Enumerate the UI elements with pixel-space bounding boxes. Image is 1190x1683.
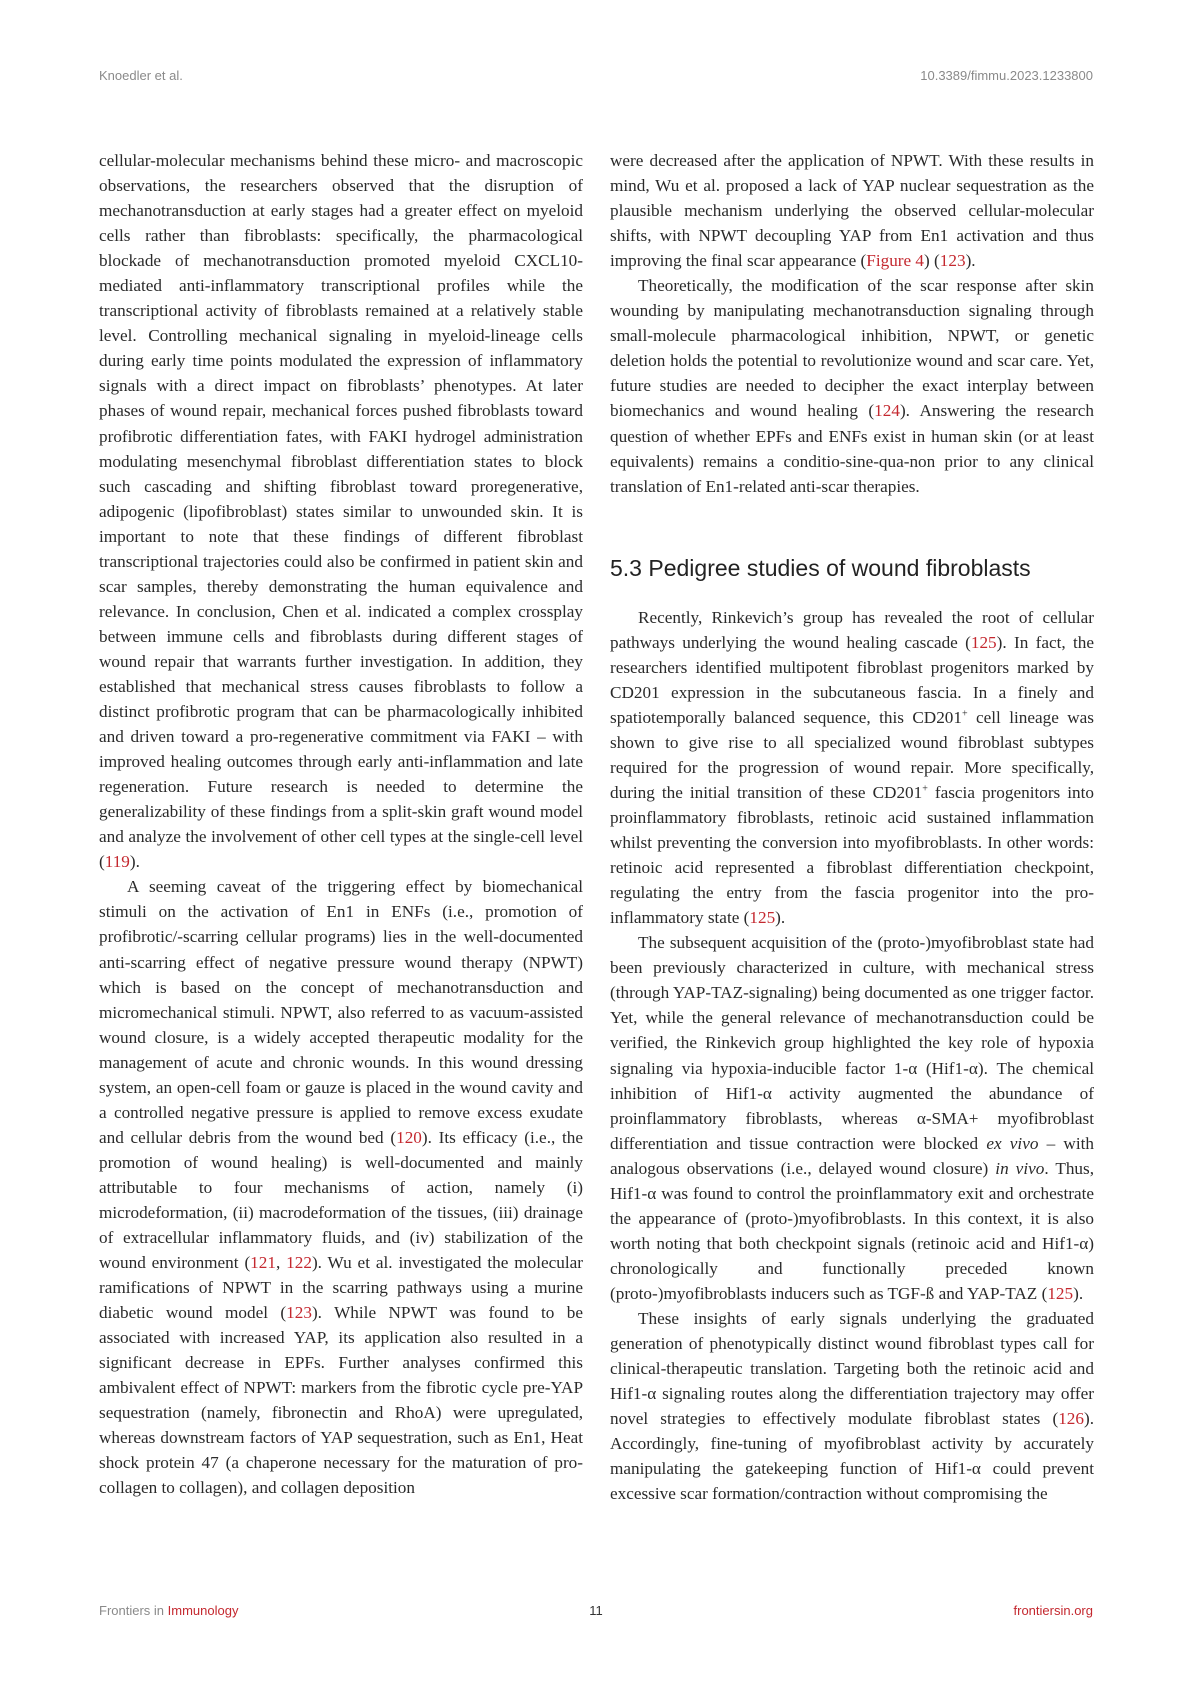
italic-text: in vivo [995, 1158, 1045, 1178]
citation-link[interactable]: 119 [104, 852, 130, 872]
page-number: 11 [589, 1603, 603, 1618]
left-column [99, 148, 583, 1501]
citation-link[interactable]: 122 [286, 1253, 312, 1273]
paragraph [99, 874, 583, 1500]
text-run: ). Answering the research question of whether EPFs and ENFs exist in human skin (or at least equivalents) remains a conditio-sine-qua-non prior to any clinical translation of En1-related anti-scar therapies. [610, 401, 1094, 496]
text-run: cell lineage was shown to give rise to all specialized wound fibroblast subtypes required for the progression of wound repair. More specifically, during the initial transition of these CD201 [610, 707, 1094, 802]
citation-link[interactable]: 125 [970, 632, 997, 652]
text-run: ). [775, 908, 786, 928]
text-run: ). [965, 251, 976, 271]
text-run: These insights of early signals underlying the graduated generation of phenotypically distinct wound fibroblast types call for clinical-therapeutic translation. Targeting both the retinoic acid and Hif1-α signaling routes along the differentiation trajectory may offer novel strategies to effectively modulate fibroblast states ( [610, 1308, 1094, 1429]
citation-link[interactable]: 123 [939, 251, 966, 271]
text-run: Recently, Rinkevich’s group has revealed the root of cellular pathways underlying the wound healing cascade ( [610, 607, 1094, 652]
text-run: ). Accordingly, fine-tuning of myofibroblast activity by accurately manipulating the gatekeeping function of Hif1-α could prevent excessive scar formation/contraction without compromising the [610, 1409, 1094, 1504]
superscript: + [961, 708, 968, 720]
text-run: – with analogous observations (i.e., delayed wound closure) [610, 1133, 1094, 1178]
text-run: ). While NPWT was found to be associated with increased YAP, its application also resulted in a significant decrease in EPFs. Further analyses confirmed this ambivalent effect of NPWT: markers from the fibrotic cycle pre-YAP sequestration (namely, fibronectin and RhoA) were upregulated, whereas downstream factors of YAP sequestration, such as En1, Heat shock protein 47 (a chaperone necessary for the maturation of pro-collagen to collagen), and collagen deposition [99, 1303, 583, 1498]
footer-journal [99, 1603, 238, 1618]
right-column [610, 148, 1094, 1506]
citation-link[interactable]: 125 [1047, 1283, 1074, 1303]
citation-link[interactable]: 124 [874, 401, 900, 421]
italic-text: ex vivo [986, 1133, 1039, 1153]
paragraph [610, 605, 1094, 931]
text-run: The subsequent acquisition of the (proto-)myofibroblast state had been previously characterized in culture, with mechanical stress (through YAP-TAZ-signaling) being documented as one trigger factor. Yet, while the general relevance of mechanotransduction could be verified, the Rinkevich group highlighted the key role of hypoxia signaling via hypoxia-inducible factor 1-α (Hif1-α). The chemical inhibition of Hif1-α activity augmented the abundance of proinflammatory fibroblasts, whereas α-SMA+ myofibroblast differentiation and tissue contraction were blocked [610, 933, 1094, 1153]
paragraph [99, 148, 583, 874]
text-run: ). [1073, 1283, 1084, 1303]
paragraph [610, 930, 1094, 1306]
text-run: ). In fact, the researchers identified multipotent fibroblast progenitors marked by CD201 expression in the subcutaneous fascia. In a finely and spatiotemporally balanced sequence, this CD201 [610, 632, 1095, 727]
paragraph [610, 273, 1094, 498]
text-run: were decreased after the application of NPWT. With these results in mind, Wu et al. proposed a lack of YAP nuclear sequestration as the plausible mechanism underlying the observed cellular-molecular shifts, with NPWT decoupling YAP from En1 activation and thus improving the final scar appearance ( [610, 151, 1094, 271]
text-run: A seeming caveat of the triggering effect by biomechanical stimuli on the activation of En1 in ENFs (i.e., promotion of profibrotic/-scarring cellular programs) lies in the well-documented anti-scarring effect of negative pressure wound therapy (NPWT) which is based on the concept of mechanotransduction and micromechanical stimuli. NPWT, also referred to as vacuum-assisted wound closure, is a widely accepted therapeutic modality for the management of acute and chronic wounds. In this wound dressing system, an open-cell foam or gauze is placed in the wound cavity and a controlled negative pressure is applied to remove excess exudate and cellular debris from the wound bed ( [99, 877, 583, 1147]
journal-prefix: Frontiers in [99, 1603, 168, 1618]
text-run: ). Its efficacy (i.e., the promotion of wound healing) is well-documented and mainly attributable to four mechanisms of action, namely (i) microdeformation, (ii) macrodeformation of the tissues, (iii) drainage of extracellular inflammatory fluids, and (iv) stabilization of the wound environment ( [99, 1127, 583, 1273]
text-run: cellular-molecular mechanisms behind these micro- and macroscopic observations, the researchers observed that the disruption of mechanotransduction at early stages had a greater effect on myeloid cells rather than fibroblasts: specifically, the pharmacological blockade of mechanotransduction promoted myeloid CXCL10-mediated anti-inflammatory transcriptional profiles while the transcriptional activity of fibroblasts remained at a relatively stable level. Controlling mechanical signaling in myeloid-lineage cells during early time points modulated the expression of inflammatory signals with a direct impact on fibroblasts’ phenotypes. At later phases of wound repair, mechanical forces pushed fibroblasts toward profibrotic differentiation fates, with FAKI hydrogel administration modulating mesenchymal fibroblast differentiation states to block such cascading and shifting fibroblast toward proregenerative, adipogenic (lipofibroblast) states similar to unwounded skin. It is important to note that these findings of different fibroblast transcriptional trajectories could also be confirmed in patient skin and scar samples, thereby demonstrating the human equivalence and relevance. In conclusion, Chen et al. indicated a complex crossplay between immune cells and fibroblasts during different stages of wound repair that warrants further investigation. In addition, they established that mechanical stress causes fibroblasts to follow a distinct profibrotic program that can be pharmacologically inhibited and driven toward a pro-regenerative commitment via FAKI – with improved healing outcomes through early anti-inflammation and late regeneration. Future research is needed to determine the generalizability of these findings from a split-skin graft wound model and analyze the involvement of other cell types at the single-cell level ( [99, 151, 583, 872]
text-run: ). Wu et al. investigated the molecular ramifications of NPWT in the scarring pathways using a murine diabetic wound model ( [99, 1253, 583, 1323]
text-run: ). [129, 852, 140, 872]
journal-name-link[interactable]: Immunology [167, 1603, 239, 1618]
running-head-authors: Knoedler et al. [99, 68, 183, 83]
citation-link[interactable]: 125 [749, 908, 776, 928]
text-run: ) ( [924, 251, 940, 271]
citation-link[interactable]: 121 [250, 1253, 276, 1273]
citation-link[interactable]: 126 [1058, 1409, 1084, 1429]
figure-link[interactable]: Figure 4 [866, 251, 925, 271]
running-head-doi: 10.3389/fimmu.2023.1233800 [920, 68, 1093, 83]
citation-link[interactable]: 123 [286, 1303, 312, 1323]
paragraph [610, 148, 1094, 273]
text-run: fascia progenitors into proinflammatory fibroblasts, retinoic acid sustained inflammation whilst preventing the conversion into myofibroblasts. In other words: retinoic acid represented a fibroblast differentiation checkpoint, regulating the entry from the fascia progenitor into the pro-inflammatory state ( [610, 782, 1094, 928]
text-run: , [275, 1253, 287, 1273]
text-run: . Thus, Hif1-α was found to control the proinflammatory exit and orchestrate the appearance of (proto-)myofibroblasts. In this context, it is also worth noting that both checkpoint signals (retinoic acid and Hif1-α) chronologically and functionally preceded known (proto-)myofibroblasts inducers such as TGF-ß and YAP-TAZ ( [610, 1158, 1094, 1303]
superscript: + [922, 783, 928, 795]
section-heading: 5.3 Pedigree studies of wound fibroblasts [610, 554, 1031, 581]
site-link[interactable]: frontiersin.org [1013, 1603, 1093, 1618]
text-run: Theoretically, the modification of the scar response after skin wounding by manipulating mechanotransduction signaling through small-molecule pharmacological inhibition, NPWT, or genetic deletion holds the potential to revolutionize wound and scar care. Yet, future studies are needed to decipher the exact interplay between biomechanics and wound healing ( [610, 276, 1094, 421]
citation-link[interactable]: 120 [396, 1127, 422, 1147]
paragraph [610, 1306, 1094, 1506]
